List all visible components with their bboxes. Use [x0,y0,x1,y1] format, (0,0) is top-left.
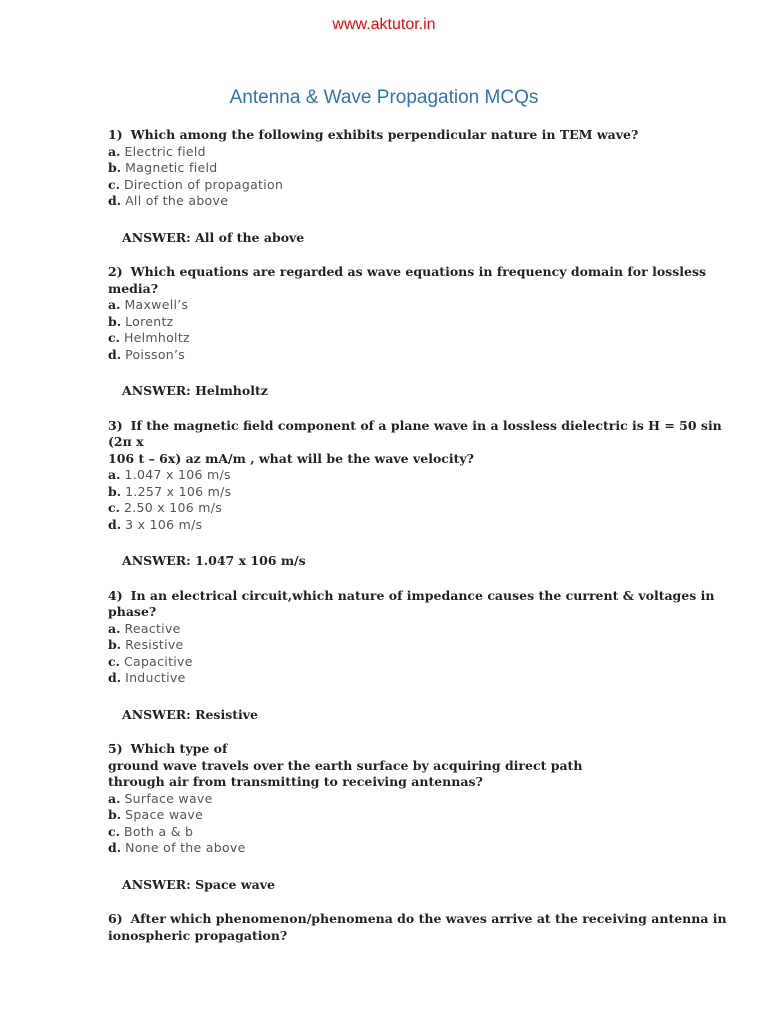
answer-option [108,314,733,331]
answer-option [108,467,733,484]
option-letter: b. [108,160,122,175]
option-letter: b. [108,637,122,652]
answer-option [108,670,733,687]
question-line: ground wave travels over the earth surface by acquiring direct path [108,757,583,773]
answer-option [108,347,733,364]
question-block [108,911,733,944]
answer-option [108,807,733,824]
option-letter: b. [108,313,122,329]
answer-option [108,144,733,161]
answer-option [108,177,733,194]
answer-option [108,193,733,210]
option-letter: c. [108,653,120,669]
question-line: If the magnetic field component of a plane wave in a lossless dielectric is H = 50 sin (2π x [108,417,722,449]
option-text: Inductive [125,670,186,685]
option-text: 1.257 x 106 m/s [125,483,232,499]
option-text: Electric field [124,143,206,159]
option-text: Resistive [125,637,184,652]
site-url-link[interactable]: www.aktutor.in [332,16,436,33]
option-letter: d. [108,193,122,208]
question-line: 106 t – 6x) az mA/m , what will be the wave velocity? [108,450,475,466]
option-letter: a. [108,143,121,159]
question-block [108,741,733,893]
answer-option [108,160,733,177]
answer-option [108,484,733,501]
question-block [108,418,733,570]
answer-option [108,517,733,534]
question-block [108,264,733,400]
question-line: Which equations are regarded as wave equations in frequency domain for lossless [130,264,707,279]
option-letter: c. [108,330,120,345]
question-number: 3) [108,417,123,433]
answer-text: ANSWER: 1.047 x 106 m/s [122,553,306,568]
option-letter: c. [108,176,120,192]
question-text [108,911,733,944]
question-number: 2) [108,264,123,279]
option-text: Capacitive [123,653,193,669]
option-letter: c. [108,823,120,839]
question-text [108,264,733,297]
document-title: Antenna & Wave Propagation MCQs [229,87,539,108]
question-number: 1) [108,127,123,142]
answer-option [108,654,733,671]
option-text: Helmholtz [123,330,190,345]
question-line: In an electrical circuit,which nature of impedance causes the current & voltages in [130,587,715,603]
option-letter: a. [108,790,121,806]
answer-option [108,330,733,347]
question-number: 5) [108,741,123,756]
answer-option [108,297,733,314]
question-line: ionospheric propagation? [108,927,288,943]
option-text: Reactive [124,620,181,636]
option-text: 1.047 x 106 m/s [124,467,231,482]
answer-option [108,791,733,808]
answer-text: ANSWER: Helmholtz [122,383,268,398]
question-line: phase? [108,604,157,619]
option-text: Both a & b [123,823,194,839]
question-line: media? [108,280,159,296]
answer-text: ANSWER: Space wave [122,876,275,892]
option-letter: d. [108,840,122,855]
answer-option [108,840,733,857]
question-text [108,741,733,791]
answer-text: ANSWER: Resistive [122,706,258,722]
question-line: Which among the following exhibits perpendicular nature in TEM wave? [130,127,639,142]
question-block [108,127,733,246]
option-letter: c. [108,500,120,515]
option-text: 3 x 106 m/s [125,516,203,532]
option-letter: b. [108,807,122,822]
option-text: Lorentz [125,313,174,329]
option-text: Maxwell’s [124,297,189,312]
answer-text: ANSWER: All of the above [122,229,305,245]
answer-option [108,500,733,517]
answer-option [108,637,733,654]
question-line: through air from transmitting to receiving antennas? [108,774,483,789]
option-letter: d. [108,670,122,685]
answer-option [108,824,733,841]
option-text: Direction of propagation [123,176,284,192]
question-number: 6) [108,911,123,926]
option-letter: a. [108,297,121,312]
question-text [108,588,733,621]
option-text: Magnetic field [125,160,218,175]
option-letter: b. [108,483,122,499]
option-letter: d. [108,346,122,362]
option-text: Surface wave [124,790,213,806]
question-line: Which type of [130,741,228,756]
option-text: Poisson’s [125,346,186,362]
option-text: All of the above [125,193,229,208]
option-text: None of the above [125,840,246,855]
option-text: Space wave [125,807,204,822]
question-number: 4) [108,587,123,603]
option-letter: a. [108,620,121,636]
option-letter: d. [108,516,122,532]
question-text [108,418,733,468]
mcq-list [108,127,733,944]
question-block [108,588,733,724]
option-text: 2.50 x 106 m/s [123,500,223,515]
question-text [108,127,733,144]
option-letter: a. [108,467,121,482]
answer-option [108,621,733,638]
question-line: After which phenomenon/phenomena do the waves arrive at the receiving antenna in [130,911,727,926]
